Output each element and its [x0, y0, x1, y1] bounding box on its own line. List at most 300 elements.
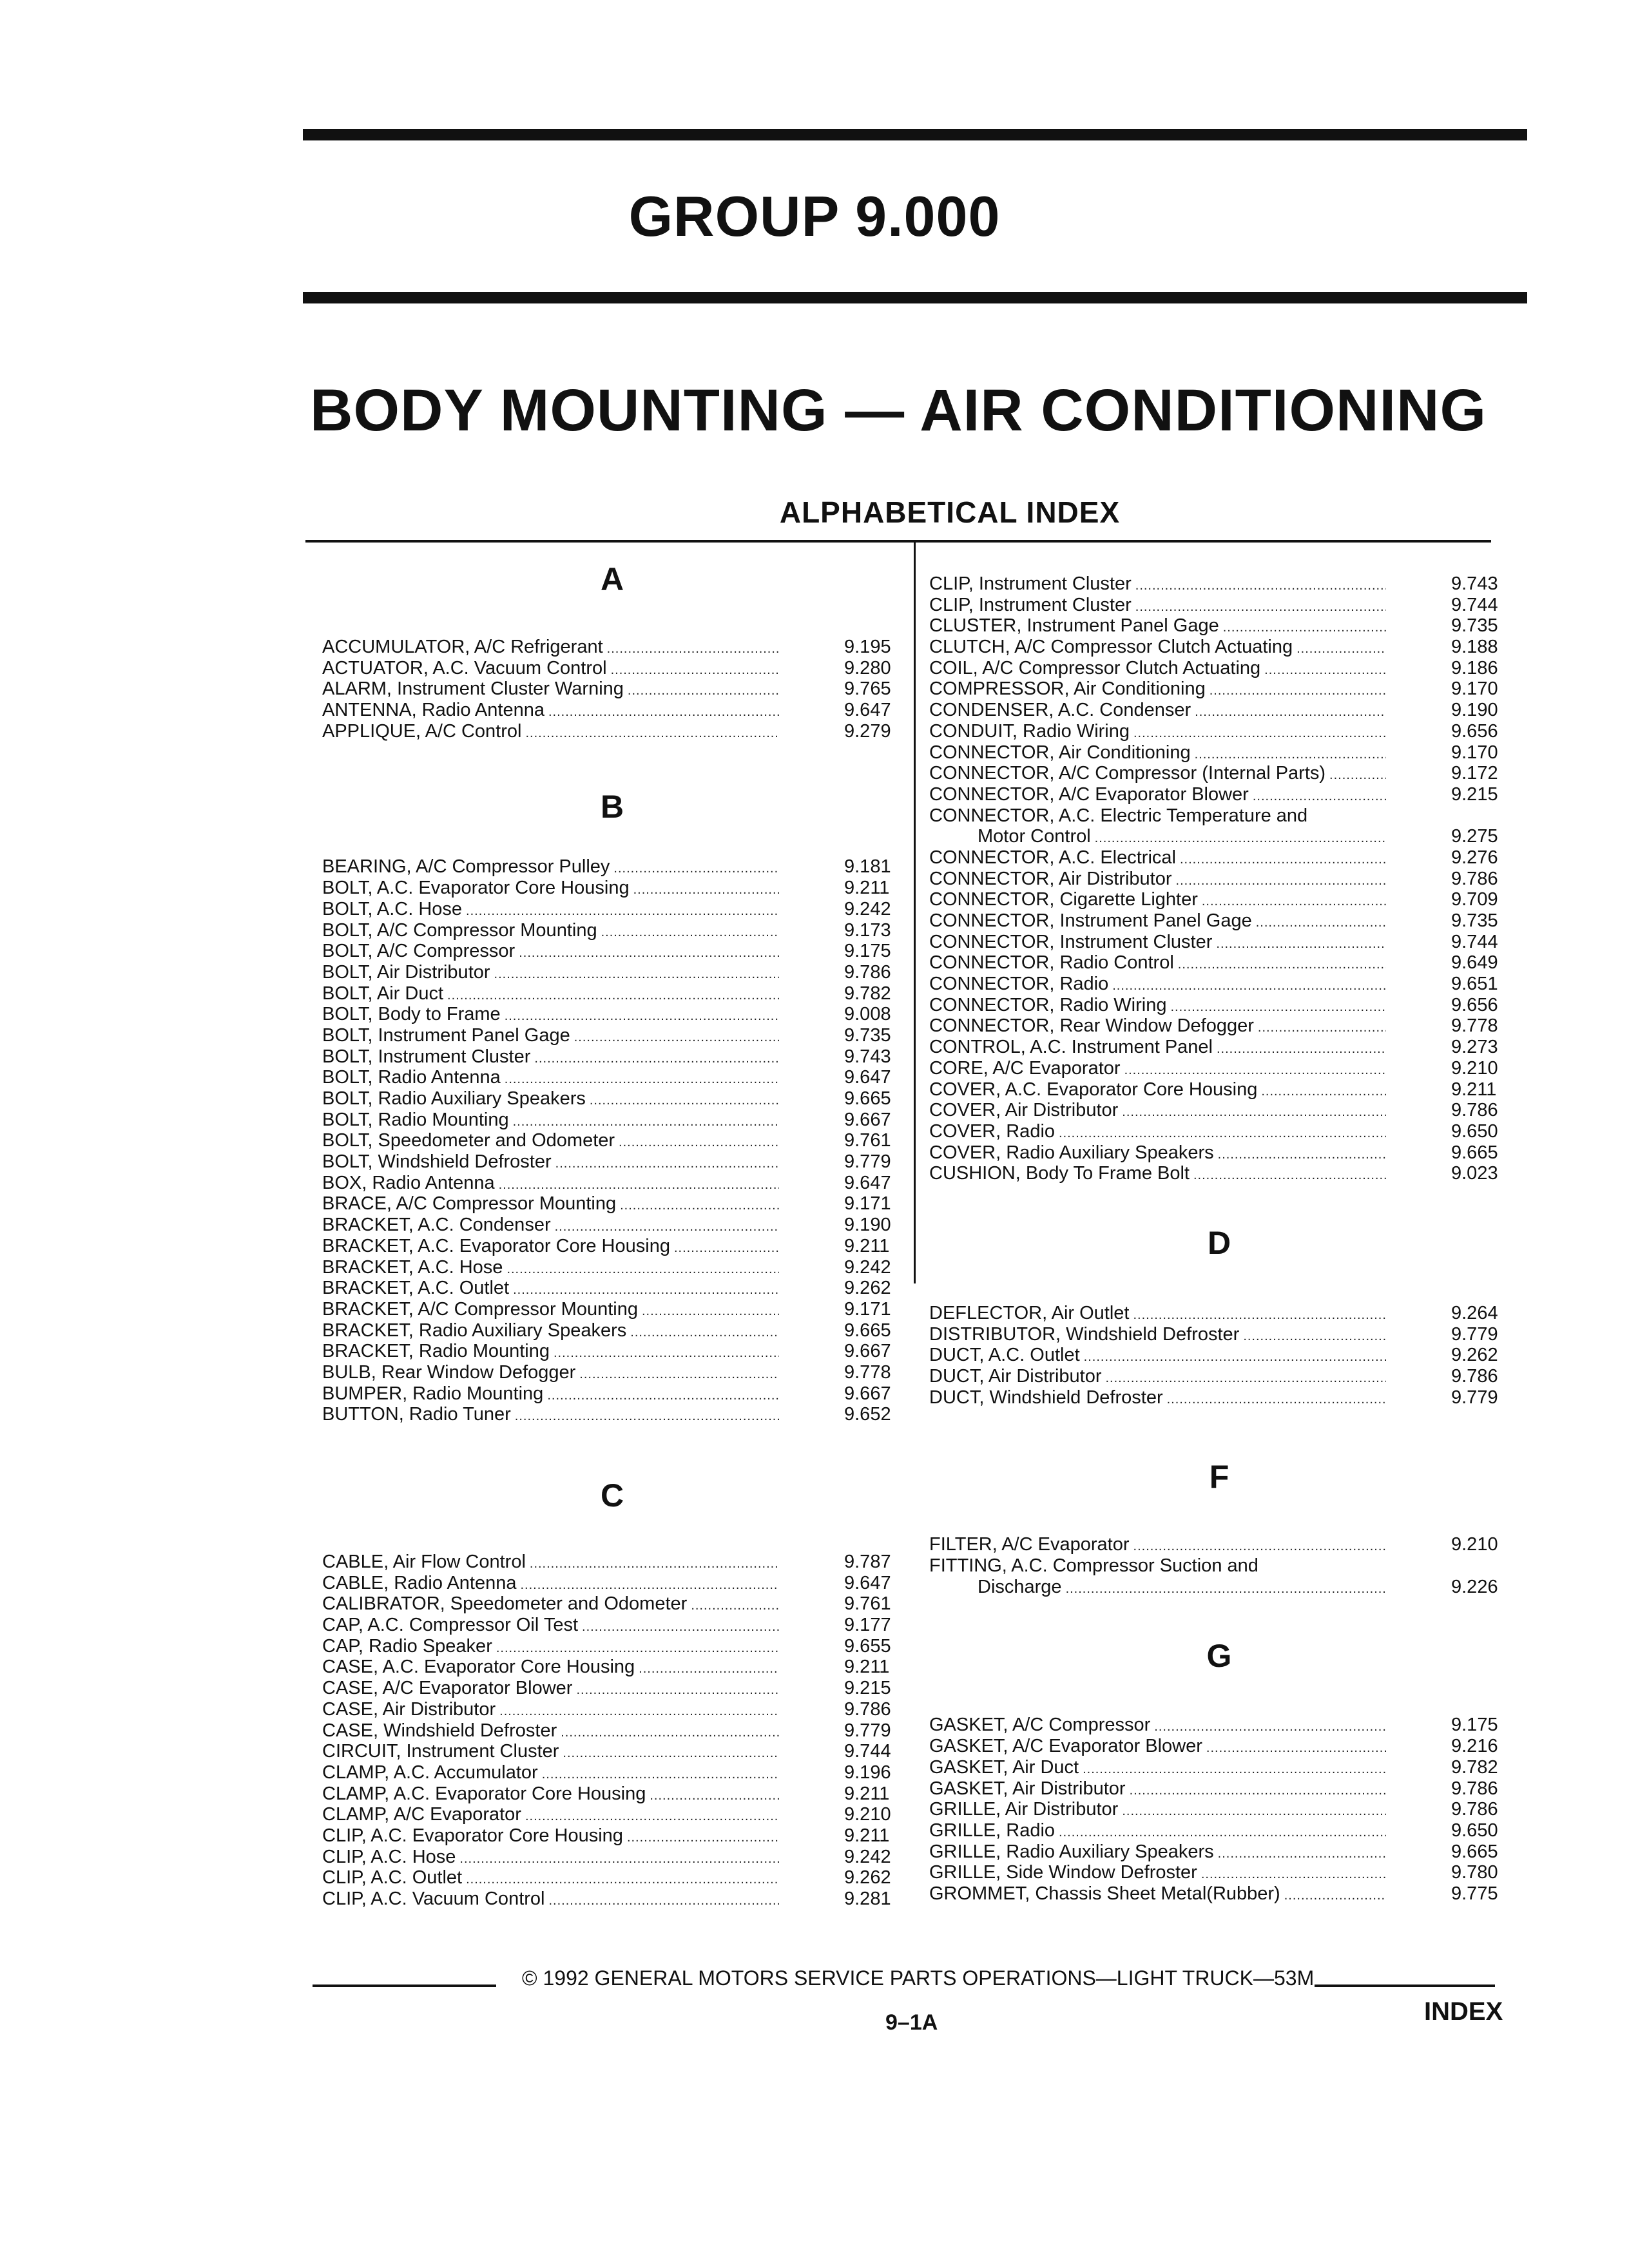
entry-name: CLIP, A.C. Vacuum Control [322, 1888, 545, 1909]
index-entry [322, 1762, 902, 1783]
entry-page-ref: 9.172 [1451, 763, 1498, 784]
entry-name: CASE, Windshield Defroster [322, 1720, 557, 1741]
index-entry [929, 910, 1509, 932]
entry-page-ref: 9.186 [1451, 657, 1498, 678]
index-entry [929, 1100, 1509, 1121]
entry-name: CLIP, Instrument Cluster [929, 594, 1132, 615]
index-entry [322, 1783, 902, 1805]
column-divider [914, 543, 916, 1283]
section-a-list [322, 637, 902, 742]
entry-page-ref: 9.226 [1451, 1576, 1498, 1597]
entry-page-ref: 9.188 [1451, 637, 1498, 658]
entry-name: CLUSTER, Instrument Panel Gage [929, 615, 1219, 637]
index-entry [929, 763, 1509, 784]
section-letter-f: F [1209, 1459, 1229, 1495]
dot-leader [1176, 869, 1386, 890]
index-entry [322, 637, 902, 658]
dot-leader [574, 1025, 779, 1046]
dot-leader [496, 1636, 779, 1657]
dot-leader [1083, 1757, 1386, 1778]
index-entry [929, 1058, 1509, 1079]
index-entry [929, 1715, 1509, 1736]
section-g-list [929, 1715, 1509, 1904]
entry-name: CONNECTOR, Radio Wiring [929, 994, 1167, 1015]
entry-name: CABLE, Radio Antenna [322, 1572, 517, 1593]
entry-name: CLIP, A.C. Outlet [322, 1867, 463, 1888]
entry-name: GRILLE, Air Distributor [929, 1799, 1119, 1820]
dot-leader [627, 1825, 779, 1847]
entry-page-ref: 9.170 [1451, 742, 1498, 763]
dot-leader [1264, 658, 1386, 679]
entry-name: BOLT, Radio Auxiliary Speakers [322, 1088, 586, 1109]
entry-page-ref: 9.655 [844, 1635, 891, 1657]
entry-page-ref: 9.264 [1451, 1302, 1498, 1323]
index-entry [322, 1341, 902, 1362]
index-entry [322, 1383, 902, 1405]
index-rule [305, 540, 1491, 543]
entry-page-ref: 9.775 [1451, 1883, 1498, 1904]
dot-leader [1135, 573, 1386, 595]
entry-page-ref: 9.181 [844, 856, 891, 878]
dot-leader [547, 1383, 779, 1405]
index-entry [322, 678, 902, 700]
entry-name: CLAMP, A/C Evaporator [322, 1804, 521, 1825]
dot-leader [506, 1257, 779, 1278]
entry-page-ref: 9.273 [1451, 1037, 1498, 1058]
index-entry [322, 1236, 902, 1257]
entry-name: GRILLE, Radio Auxiliary Speakers [929, 1841, 1214, 1862]
index-entry [929, 1757, 1509, 1778]
index-entry [322, 856, 902, 878]
entry-name: FITTING, A.C. Compressor Suction and [929, 1555, 1258, 1577]
index-entry [929, 595, 1509, 616]
section-letter-a: A [600, 561, 624, 597]
entry-name: BUTTON, Radio Tuner [322, 1404, 511, 1425]
entry-name: BRACE, A/C Compressor Mounting [322, 1193, 617, 1215]
index-entry [322, 1657, 902, 1678]
entry-page-ref: 9.262 [1451, 1345, 1498, 1366]
entry-name: CORE, A/C Evaporator [929, 1057, 1121, 1079]
index-entry [322, 1257, 902, 1278]
entry-name: CLAMP, A.C. Accumulator [322, 1762, 538, 1783]
dot-leader [1216, 932, 1386, 953]
dot-leader [674, 1236, 779, 1257]
entry-name: BOLT, Radio Antenna [322, 1067, 501, 1088]
index-entry [929, 1163, 1509, 1184]
entry-page-ref: 9.173 [844, 919, 891, 941]
entry-name: BRACKET, Radio Mounting [322, 1341, 550, 1362]
index-entry [322, 1110, 902, 1131]
index-entry [929, 952, 1509, 974]
dot-leader [1122, 1799, 1386, 1820]
entry-name: CAP, A.C. Compressor Oil Test [322, 1615, 579, 1636]
dot-leader [582, 1615, 779, 1636]
dot-leader [1218, 1841, 1386, 1863]
entry-page-ref: 9.761 [844, 1130, 891, 1151]
entry-page-ref: 9.780 [1451, 1862, 1498, 1883]
entry-name: GASKET, A/C Evaporator Blower [929, 1736, 1202, 1757]
dot-leader [576, 1678, 779, 1699]
entry-name: BOLT, Air Distributor [322, 961, 490, 983]
entry-page-ref: 9.786 [1451, 868, 1498, 889]
dot-leader [650, 1783, 779, 1805]
index-entry [929, 1345, 1509, 1366]
entry-name: CONDENSER, A.C. Condenser [929, 700, 1191, 721]
section-d-list [929, 1303, 1509, 1408]
entry-name: CLIP, A.C. Hose [322, 1846, 456, 1867]
dot-leader [613, 856, 779, 878]
index-entry [322, 1193, 902, 1215]
entry-page-ref: 9.262 [844, 1278, 891, 1299]
dot-leader [1296, 637, 1386, 658]
entry-name: BOLT, Instrument Panel Gage [322, 1024, 570, 1046]
dot-leader [620, 1193, 779, 1215]
index-entry [322, 1825, 902, 1847]
index-entry [929, 1366, 1509, 1387]
index-entry [322, 1636, 902, 1657]
entry-page-ref: 9.280 [844, 657, 891, 678]
entry-page-ref: 9.215 [1451, 783, 1498, 805]
entry-page-ref: 9.667 [844, 1383, 891, 1404]
entry-name: CASE, A.C. Evaporator Core Housing [322, 1657, 635, 1678]
entry-name: CASE, A/C Evaporator Blower [322, 1678, 573, 1699]
dot-leader [1133, 1303, 1387, 1324]
entry-page-ref: 9.778 [844, 1361, 891, 1383]
index-column-right [929, 573, 1509, 1905]
index-entry [322, 920, 902, 941]
index-entry [322, 1088, 902, 1110]
entry-name: BOLT, Air Duct [322, 983, 444, 1004]
dot-leader [447, 983, 779, 1004]
entry-name: GROMMET, Chassis Sheet Metal(Rubber) [929, 1883, 1280, 1904]
dot-leader [1217, 1037, 1386, 1058]
index-entry [929, 700, 1509, 721]
entry-page-ref: 9.210 [1451, 1057, 1498, 1079]
entry-name: ALARM, Instrument Cluster Warning [322, 678, 624, 700]
entry-page-ref: 9.667 [844, 1109, 891, 1130]
index-entry [322, 700, 902, 721]
index-entry [929, 974, 1509, 995]
entry-name: ACTUATOR, A.C. Vacuum Control [322, 657, 607, 678]
index-entry [322, 1593, 902, 1615]
entry-page-ref: 9.279 [844, 720, 891, 742]
dot-leader [1243, 1324, 1386, 1345]
index-entry [929, 1142, 1509, 1164]
section-letter-g: G [1206, 1638, 1232, 1675]
entry-page-ref: 9.786 [1451, 1778, 1498, 1799]
index-entry [322, 721, 902, 742]
entry-page-ref: 9.765 [844, 678, 891, 700]
index-entry [322, 1151, 902, 1173]
dot-leader [505, 1067, 779, 1088]
entry-name: COVER, A.C. Evaporator Core Housing [929, 1079, 1258, 1100]
index-entry [929, 1015, 1509, 1037]
entry-name: DUCT, Windshield Defroster [929, 1387, 1163, 1408]
entry-page-ref: 9.652 [844, 1404, 891, 1425]
page-number: 9–1A [885, 2010, 938, 2035]
dot-leader [1167, 1387, 1386, 1408]
entry-page-ref: 9.242 [844, 898, 891, 919]
dot-leader [1124, 1058, 1386, 1079]
entry-name: ACCUMULATOR, A/C Refrigerant [322, 637, 603, 657]
dot-leader [611, 658, 779, 679]
entry-name: CONNECTOR, Radio [929, 974, 1109, 995]
entry-name: FILTER, A/C Evaporator [929, 1534, 1130, 1555]
entry-page-ref: 9.779 [1451, 1323, 1498, 1345]
dot-leader [555, 1151, 779, 1173]
section-letter-d: D [1207, 1224, 1231, 1261]
entry-page-ref: 9.171 [844, 1298, 891, 1320]
dot-leader [513, 1278, 779, 1299]
entry-page-ref: 9.275 [1451, 826, 1498, 847]
dot-leader [1170, 995, 1386, 1016]
entry-page-ref: 9.008 [844, 1004, 891, 1025]
dot-leader [633, 878, 779, 899]
index-entry [929, 615, 1509, 637]
entry-page-ref: 9.262 [844, 1867, 891, 1888]
index-entry [929, 1736, 1509, 1757]
entry-name: GRILLE, Radio [929, 1820, 1055, 1841]
entry-name: DUCT, A.C. Outlet [929, 1345, 1080, 1366]
dot-leader [499, 1699, 779, 1720]
index-entry [929, 1862, 1509, 1883]
index-heading: ALPHABETICAL INDEX [779, 495, 1121, 529]
section-letter-b: B [600, 789, 624, 825]
index-entry [929, 1324, 1509, 1345]
entry-page-ref: 9.778 [1451, 1015, 1498, 1037]
index-entry [322, 1699, 902, 1720]
index-entry [929, 995, 1509, 1016]
entry-name: CIRCUIT, Instrument Cluster [322, 1741, 559, 1762]
index-entry [322, 1573, 902, 1594]
entry-name: BOLT, Radio Mounting [322, 1109, 509, 1130]
entry-name: DUCT, Air Distributor [929, 1366, 1102, 1387]
entry-name: BRACKET, A/C Compressor Mounting [322, 1298, 638, 1320]
entry-name: COMPRESSOR, Air Conditioning [929, 678, 1206, 700]
entry-name: CONNECTOR, Instrument Cluster [929, 931, 1213, 952]
entry-name: Discharge [978, 1576, 1062, 1597]
dot-leader [1059, 1121, 1386, 1142]
index-entry [929, 784, 1509, 805]
index-entry [929, 1820, 1509, 1841]
footer-copyright: © 1992 GENERAL MOTORS SERVICE PARTS OPERATIONS—LIGHT TRUCK—53M [522, 1966, 1315, 1990]
entry-page-ref: 9.782 [844, 983, 891, 1004]
dot-leader [1133, 721, 1386, 742]
entry-page-ref: 9.190 [1451, 700, 1498, 721]
dot-leader [520, 1573, 779, 1594]
entry-page-ref: 9.744 [1451, 594, 1498, 615]
entry-name: BOX, Radio Antenna [322, 1172, 495, 1193]
index-entry [322, 1804, 902, 1825]
entry-page-ref: 9.211 [844, 1235, 890, 1256]
dot-leader [1130, 1778, 1386, 1800]
dot-leader [1066, 1577, 1386, 1598]
entry-page-ref: 9.786 [844, 961, 891, 983]
entry-name: CONTROL, A.C. Instrument Panel [929, 1037, 1213, 1058]
section-f-list [929, 1534, 1509, 1597]
index-entry [929, 1841, 1509, 1863]
entry-name: BOLT, A.C. Evaporator Core Housing [322, 878, 630, 899]
entry-name: CALIBRATOR, Speedometer and Odometer [322, 1593, 688, 1615]
entry-name: CAP, Radio Speaker [322, 1635, 492, 1657]
entry-page-ref: 9.735 [1451, 615, 1498, 637]
dot-leader [1095, 826, 1386, 847]
index-entry [929, 1079, 1509, 1100]
entry-name: CONNECTOR, Cigarette Lighter [929, 889, 1198, 910]
index-entry [322, 941, 902, 962]
dot-leader [525, 721, 779, 742]
entry-name: GRILLE, Side Window Defroster [929, 1862, 1197, 1883]
dot-leader [601, 920, 779, 941]
index-entry [322, 962, 902, 983]
entry-page-ref: 9.211 [844, 1783, 890, 1804]
index-entry [929, 1303, 1509, 1324]
dot-leader [590, 1088, 779, 1110]
index-entry [929, 1883, 1509, 1905]
entry-page-ref: 9.211 [844, 1825, 890, 1846]
entry-name: BRACKET, A.C. Evaporator Core Housing [322, 1235, 670, 1256]
dot-leader [1084, 1345, 1386, 1366]
index-entry [322, 1215, 902, 1236]
index-entry [322, 1847, 902, 1868]
entry-page-ref: 9.647 [844, 1172, 891, 1193]
index-entry [929, 573, 1509, 595]
entry-name: COVER, Radio Auxiliary Speakers [929, 1142, 1214, 1163]
group-title: GROUP 9.000 [628, 184, 1001, 248]
entry-page-ref: 9.743 [1451, 573, 1498, 594]
entry-name: CONNECTOR, Air Conditioning [929, 742, 1191, 763]
entry-page-ref: 9.709 [1451, 889, 1498, 910]
entry-page-ref: 9.175 [844, 941, 891, 962]
title-rule [303, 292, 1527, 303]
index-entry [929, 826, 1509, 847]
entry-page-ref: 9.215 [844, 1678, 891, 1699]
dot-leader [607, 637, 779, 658]
index-entry [322, 1720, 902, 1742]
entry-page-ref: 9.667 [844, 1341, 891, 1362]
dot-leader [1135, 595, 1386, 616]
entry-page-ref: 9.743 [844, 1046, 891, 1067]
entry-name: CONNECTOR, A/C Compressor (Internal Parts) [929, 763, 1326, 784]
dot-leader [1202, 889, 1386, 910]
dot-leader [1261, 1079, 1386, 1100]
index-entry [322, 1867, 902, 1888]
entry-page-ref: 9.023 [1451, 1163, 1498, 1184]
dot-leader [466, 899, 779, 920]
entry-name: BOLT, Windshield Defroster [322, 1151, 552, 1173]
section-letter-c: C [600, 1477, 624, 1514]
index-entry [322, 1741, 902, 1762]
index-entry [929, 932, 1509, 953]
entry-page-ref: 9.650 [1451, 1120, 1498, 1142]
entry-name: CONNECTOR, Rear Window Defogger [929, 1015, 1254, 1037]
entry-name: CLIP, A.C. Evaporator Core Housing [322, 1825, 623, 1846]
index-entry [322, 658, 902, 679]
entry-page-ref: 9.190 [844, 1215, 891, 1236]
entry-name: BOLT, A/C Compressor [322, 941, 516, 962]
entry-name: CASE, Air Distributor [322, 1698, 496, 1720]
index-entry [929, 889, 1509, 910]
index-entry [929, 1037, 1509, 1058]
entry-page-ref: 9.216 [1451, 1736, 1498, 1757]
entry-name: BOLT, Instrument Cluster [322, 1046, 531, 1067]
entry-name: BRACKET, A.C. Condenser [322, 1215, 551, 1236]
entry-page-ref: 9.175 [1451, 1715, 1498, 1736]
entry-name: BRACKET, A.C. Outlet [322, 1278, 510, 1299]
dot-leader [561, 1720, 779, 1742]
entry-name: GASKET, Air Duct [929, 1756, 1079, 1778]
index-entry [322, 1067, 902, 1088]
index-entry [322, 1173, 902, 1194]
entry-name: BOLT, Body to Frame [322, 1004, 501, 1025]
index-entry [322, 1025, 902, 1046]
index-entry [929, 742, 1509, 764]
entry-name: CONNECTOR, Instrument Panel Gage [929, 910, 1252, 931]
entry-name: COVER, Radio [929, 1120, 1055, 1142]
entry-name: BRACKET, A.C. Hose [322, 1256, 503, 1278]
dot-leader [1218, 1142, 1386, 1164]
dot-leader [1112, 974, 1386, 995]
entry-name: CONDUIT, Radio Wiring [929, 720, 1130, 742]
dot-leader [1206, 1736, 1386, 1757]
index-entry [322, 1552, 902, 1573]
entry-name: CONNECTOR, Radio Control [929, 952, 1174, 974]
entry-page-ref: 9.210 [844, 1804, 891, 1825]
dot-leader [619, 1130, 779, 1151]
entry-page-ref: 9.242 [844, 1846, 891, 1867]
dot-leader [548, 700, 779, 721]
entry-page-ref: 9.665 [844, 1320, 891, 1341]
entry-name: CONNECTOR, A.C. Electric Temperature and [929, 805, 1308, 826]
entry-page-ref: 9.211 [844, 878, 890, 899]
dot-leader [1256, 910, 1386, 932]
entry-page-ref: 9.170 [1451, 678, 1498, 700]
index-entry [929, 678, 1509, 700]
dot-leader [494, 962, 779, 983]
entry-page-ref: 9.649 [1451, 952, 1498, 974]
entry-page-ref: 9.242 [844, 1256, 891, 1278]
entry-name: CONNECTOR, A.C. Electrical [929, 847, 1176, 868]
dot-leader [548, 1888, 779, 1910]
index-entry [322, 878, 902, 899]
entry-page-ref: 9.786 [1451, 1366, 1498, 1387]
entry-name: CABLE, Air Flow Control [322, 1552, 526, 1572]
dot-leader [1154, 1715, 1386, 1736]
dot-leader [1223, 615, 1386, 637]
entry-name: CLIP, Instrument Cluster [929, 573, 1132, 594]
entry-page-ref: 9.210 [1451, 1534, 1498, 1555]
dot-leader [555, 1215, 779, 1236]
entry-name: DEFLECTOR, Air Outlet [929, 1302, 1130, 1323]
entry-name: BULB, Rear Window Defogger [322, 1361, 576, 1383]
entry-name: CLAMP, A.C. Evaporator Core Housing [322, 1783, 646, 1804]
index-entry [322, 1615, 902, 1636]
dot-leader [642, 1299, 779, 1320]
entry-page-ref: 9.656 [1451, 994, 1498, 1015]
index-entry [322, 1046, 902, 1068]
entry-page-ref: 9.211 [844, 1657, 890, 1678]
index-entry [929, 1799, 1509, 1820]
dot-leader [628, 678, 779, 700]
entry-page-ref: 9.787 [844, 1552, 891, 1572]
index-entry [322, 1278, 902, 1299]
index-entry [322, 1404, 902, 1425]
entry-page-ref: 9.744 [1451, 931, 1498, 952]
index-entry [929, 1387, 1509, 1408]
dot-leader [459, 1847, 779, 1868]
dot-leader [554, 1341, 779, 1362]
entry-name: COIL, A/C Compressor Clutch Actuating [929, 657, 1261, 678]
